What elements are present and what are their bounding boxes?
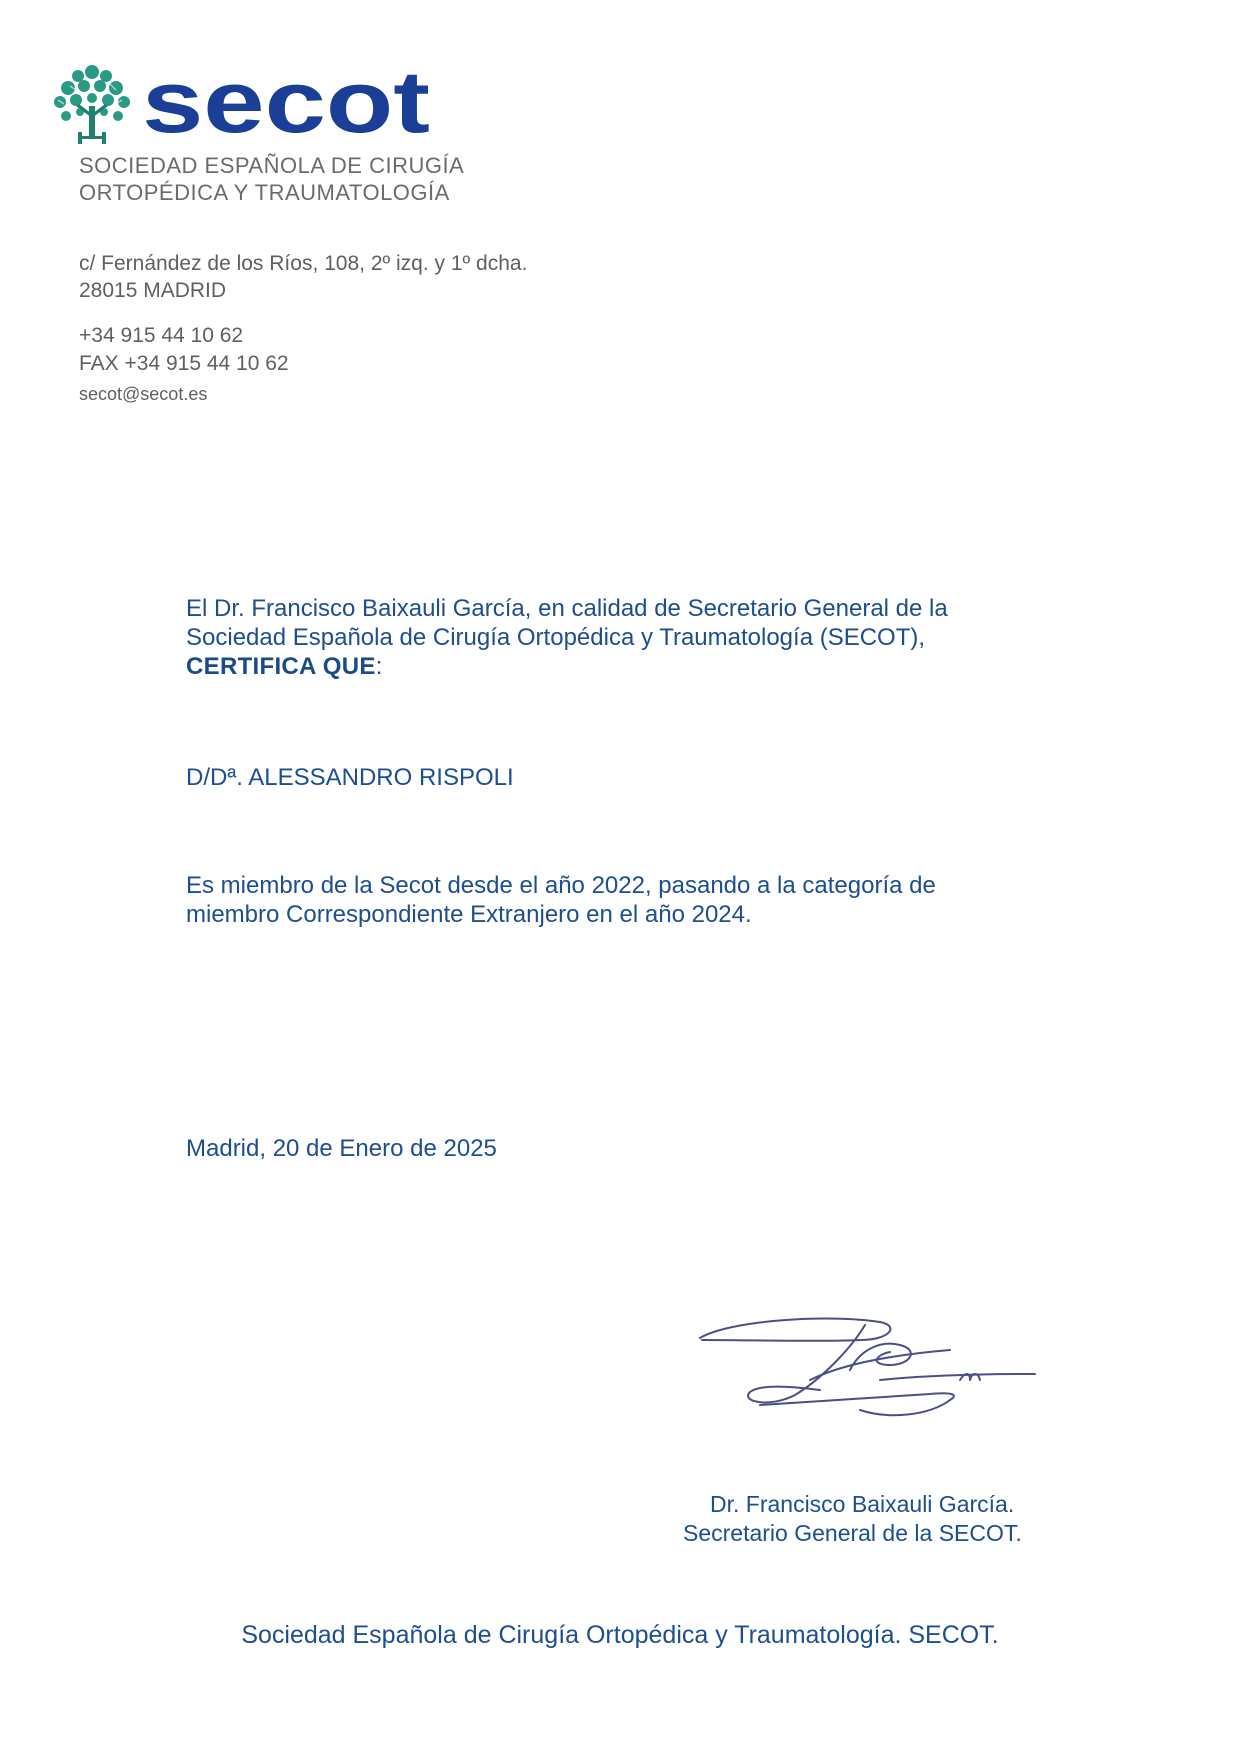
- address-line1: c/ Fernández de los Ríos, 108, 2º izq. y 1º dcha.: [79, 252, 528, 275]
- signer-role: Secretario General de la SECOT.: [683, 1520, 1022, 1546]
- email-link[interactable]: secot@secot.es: [79, 384, 208, 404]
- statement-line1: Es miembro de la Secot desde el año 2022, pasando a la categoría de: [186, 872, 936, 899]
- member-name: D/Dª. ALESSANDRO RISPOLI: [186, 764, 514, 791]
- phone-number: +34 915 44 10 62: [79, 324, 244, 347]
- tree-logo-icon: [50, 62, 134, 146]
- certifies-label: CERTIFICA QUE: [186, 653, 376, 680]
- handwritten-signature: [690, 1310, 1050, 1440]
- statement-line2: miembro Correspondiente Extranjero en el año 2024.: [186, 901, 752, 928]
- certifies-suffix: :: [375, 653, 383, 680]
- org-name-line2: ORTOPÉDICA Y TRAUMATOLOGÍA: [79, 180, 450, 205]
- fax-number: FAX +34 915 44 10 62: [79, 352, 289, 375]
- signer-name: Dr. Francisco Baixauli García.: [710, 1491, 1015, 1517]
- footer-text: Sociedad Española de Cirugía Ortopédica y Traumatología. SECOT.: [241, 1621, 999, 1649]
- org-name-line1: SOCIEDAD ESPAÑOLA DE CIRUGÍA: [79, 153, 465, 178]
- intro-line1: El Dr. Francisco Baixauli García, en calidad de Secretario General de la: [186, 595, 948, 622]
- date-place: Madrid, 20 de Enero de 2025: [186, 1135, 497, 1162]
- svg-text:secot: secot: [142, 62, 430, 142]
- organization-name: [79, 152, 464, 206]
- intro-line2: Sociedad Española de Cirugía Ortopédica y Traumatología (SECOT),: [186, 624, 926, 651]
- certifies-line: [186, 652, 382, 681]
- address-line2: 28015 MADRID: [79, 279, 227, 302]
- secot-wordmark: [142, 62, 432, 142]
